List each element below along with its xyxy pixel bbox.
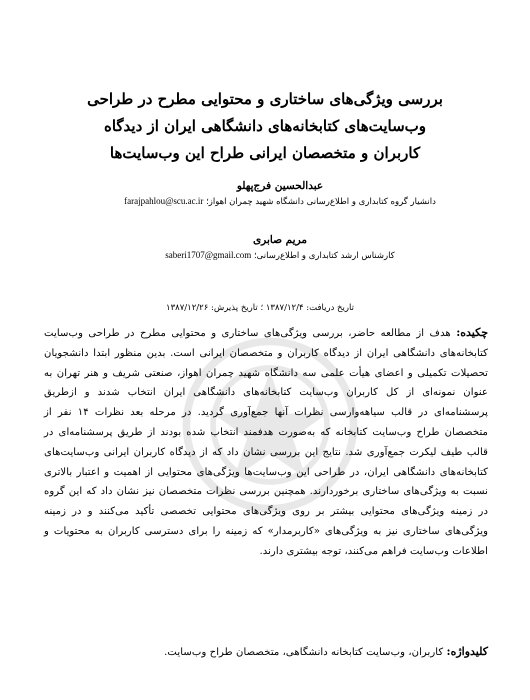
abstract-text: هدف از مطالعه حاضر، بررسی ویژگی‌های ساختاری و محتوایی مطرح در طراحی وب‌سایت کتابخانه‌های دانشگاهی ایران از دیدگاه کاربران و متخصصان ایرانی است. بدین منظور ابتدا دانشجویان تحصیلات تکمیلی و اعضای هیأت علمی سه دانشگاه شهید چمران اهواز، صنعتی شریف و هنر تهران به عنوان نمونه‌ای از کل کاربران وب‌سایت کتابخانه‌های دانشگاهی ایران انتخاب شدند و ازطریق پرسشنامه‌ای در قالب سیاهه‌وارسی نظرات آنها جمع‌آوری گردید. در مرحله بعد نظرات ۱۴ نفر از متخصصان طراح وب‌سایت کتابخانه که به‌صورت هدفمند انتخاب شده بودند از طریق پرسشنامه‌ای در قالب طیف لیکرت جمع‌آوری شد. نتایج این بررسی نشان داد که از دیدگاه کاربران ایرانی وب‌سایت‌های کتابخانه‌های دانشگاهی ایران، در طراحی این وب‌سایت‌ها ویژگی‌های محتوایی از اهمیت و اعتبار بالاتری نسبت به ویژگی‌های ساختاری برخوردارند. همچنین بررسی نظرات متخصصان نیز نشان داد که این گروه در زمینه ویژگی‌های محتوایی بیشتر بر روی ویژگی‌های محتوایی تخصصی تأکید می‌کنند و در زمینه ویژگی‌های ساختاری نیز به ویژگی‌های «کاربرمدار» که زمینه را برای دسترسی کاربران به محتویات و اطلاعات وب‌سایت فراهم می‌کنند، توجه بیشتری دارند. — [44, 328, 488, 557]
paper-title — [60, 86, 470, 167]
title-line: کاربران و متخصصان ایرانی طراح این وب‌سایت‌ها — [109, 144, 421, 162]
author-email: farajpahlou@scu.ac.ir — [124, 196, 204, 206]
keywords-text: کاربران، وب‌سایت کتابخانه دانشگاهی، متخصصان طراح وب‌سایت. — [164, 647, 444, 658]
author-name: عبدالحسین فرج‌پهلو — [236, 180, 324, 192]
keywords-label: کلیدواژه: — [446, 645, 488, 658]
title-line: بررسی ویژگی‌های ساختاری و محتوایی مطرح در طراحی — [87, 90, 443, 108]
author-email: saberi1707@gmail.com — [165, 250, 252, 260]
keywords — [44, 643, 488, 662]
author-name: مریم صابری — [252, 234, 308, 246]
author-affiliation — [120, 194, 440, 209]
title-line: وب‌سایت‌های کتابخانه‌های دانشگاهی ایران از دیدگاه — [103, 117, 427, 135]
affiliation-text: دانشیار گروه کتابداری و اطلاع‌رسانی دانشگاه شهید چمران اهواز؛ — [206, 197, 436, 207]
abstract — [44, 323, 488, 562]
author-affiliation — [120, 248, 440, 263]
affiliation-text: کارشناس ارشد کتابداری و اطلاع‌رسانی؛ — [253, 251, 395, 261]
author-block — [120, 232, 440, 263]
author-block — [120, 178, 440, 209]
received-accepted-dates: تاریخ دریافت: ۱۳۸۷/۱۲/۴ ؛ تاریخ پذیرش: ۱۳۸۷/۱۲/۲۶ — [166, 303, 354, 313]
abstract-label: چکیده: — [456, 326, 488, 339]
